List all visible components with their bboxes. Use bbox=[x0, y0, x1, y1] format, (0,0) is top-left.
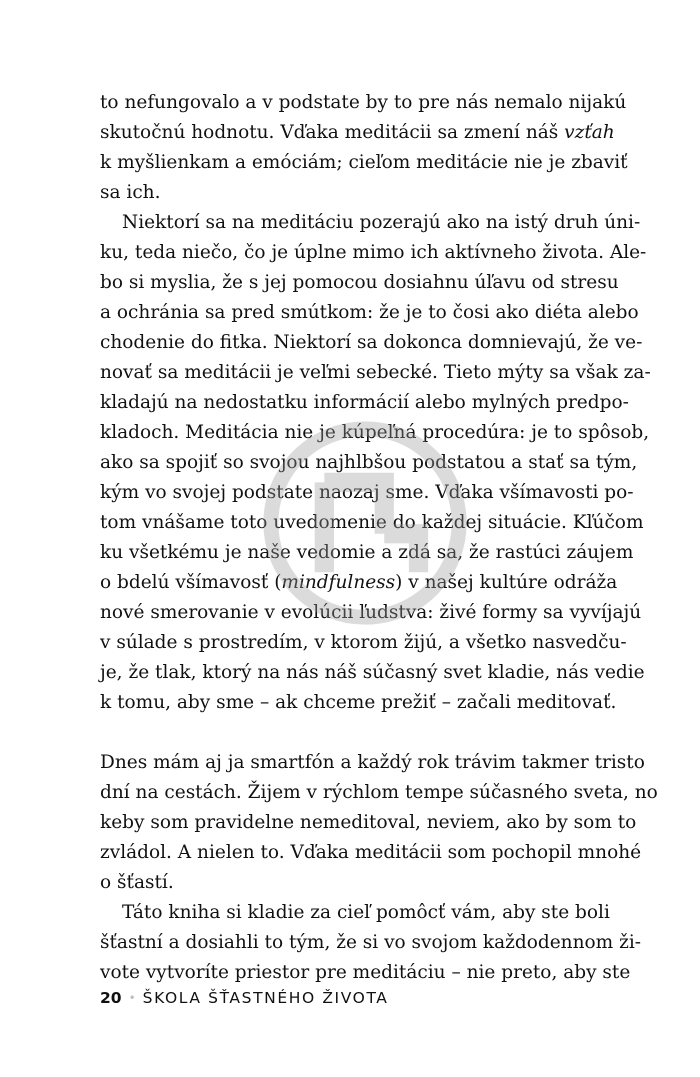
text-line: tom vnášame toto uvedomenie do každej situácie. Kľúčom bbox=[100, 512, 644, 533]
text-line: bo si myslia, že s jej pomocou dosiahnu úľavu od stresu bbox=[100, 272, 619, 293]
page-number: 20 bbox=[100, 989, 122, 1007]
text-line: nové smerovanie v evolúcii ľudstva: živé formy sa vyvíjajú bbox=[100, 602, 642, 623]
text-line: Niektorí sa na meditáciu pozerajú ako na istý druh úni- bbox=[122, 212, 641, 233]
footer-separator: • bbox=[128, 991, 136, 1005]
page-footer bbox=[100, 986, 389, 1010]
text-line: k myšlienkam a emóciám; cieľom meditácie nie je zbaviť bbox=[100, 152, 628, 173]
text-line: ku, teda niečo, čo je úplne mimo ich aktívneho života. Ale- bbox=[100, 242, 647, 263]
emphasis: mindfulness bbox=[281, 572, 396, 593]
text-line: zvládol. A nielen to. Vďaka meditácii som pochopil mnohé bbox=[100, 842, 642, 863]
text-line: šťastní a dosiahli to tým, že si vo svojom každodennom ži- bbox=[100, 932, 641, 953]
text-line: Táto kniha si kladie za cieľ pomôcť vám, aby ste boli bbox=[122, 902, 610, 923]
text-line: a ochránia sa pred smútkom: že je to čosi ako diéta alebo bbox=[100, 302, 639, 323]
text-line: k tomu, aby sme – ak chceme prežiť – začali meditovať. bbox=[100, 692, 617, 713]
text-line: sa ich. bbox=[100, 182, 161, 203]
text-line: o bdelú všímavosť (mindfulness) v našej kultúre odráža bbox=[100, 572, 618, 593]
text-line: chodenie do fitka. Niektorí sa dokonca domnievajú, že ve- bbox=[100, 332, 643, 353]
text-line: skutočnú hodnotu. Vďaka meditácii sa zmení náš vzťah bbox=[100, 122, 615, 143]
text-line: to nefungovalo a v podstate by to pre nás nemalo nijakú bbox=[100, 92, 627, 113]
text-line: ako sa spojiť so svojou najhlbšou podstatou a stať sa tým, bbox=[100, 452, 638, 473]
text-line: kým vo svojej podstate naozaj sme. Vďaka všímavosti po- bbox=[100, 482, 634, 503]
text-line: dní na cestách. Žijem v rýchlom tempe súčasného sveta, no bbox=[100, 782, 658, 803]
text-line: je, že tlak, ktorý na nás náš súčasný svet kladie, nás vedie bbox=[100, 662, 645, 683]
emphasis: vzťah bbox=[564, 122, 615, 143]
text-line: novať sa meditácii je veľmi sebecké. Tieto mýty sa však za- bbox=[100, 362, 651, 383]
text-line: vote vytvoríte priestor pre meditáciu – nie preto, aby ste bbox=[100, 962, 631, 983]
text-line: kladoch. Meditácia nie je kúpeľná procedúra: je to spôsob, bbox=[100, 422, 650, 443]
text-line: kladajú na nedostatku informácií alebo mylných predpo- bbox=[100, 392, 629, 413]
running-title: ŠKOLA ŠŤASTNÉHO ŽIVOTA bbox=[142, 989, 389, 1007]
text-line: Dnes mám aj ja smartfón a každý rok trávim takmer tristo bbox=[100, 752, 645, 773]
text-line: v súlade s prostredím, v ktorom žijú, a všetko nasvedču- bbox=[100, 632, 627, 653]
text-line: ku všetkému je naše vedomie a zdá sa, že rastúci záujem bbox=[100, 542, 634, 563]
text-line: o šťastí. bbox=[100, 872, 174, 893]
text-line: keby som pravidelne nemeditoval, neviem, ako by som to bbox=[100, 812, 637, 833]
